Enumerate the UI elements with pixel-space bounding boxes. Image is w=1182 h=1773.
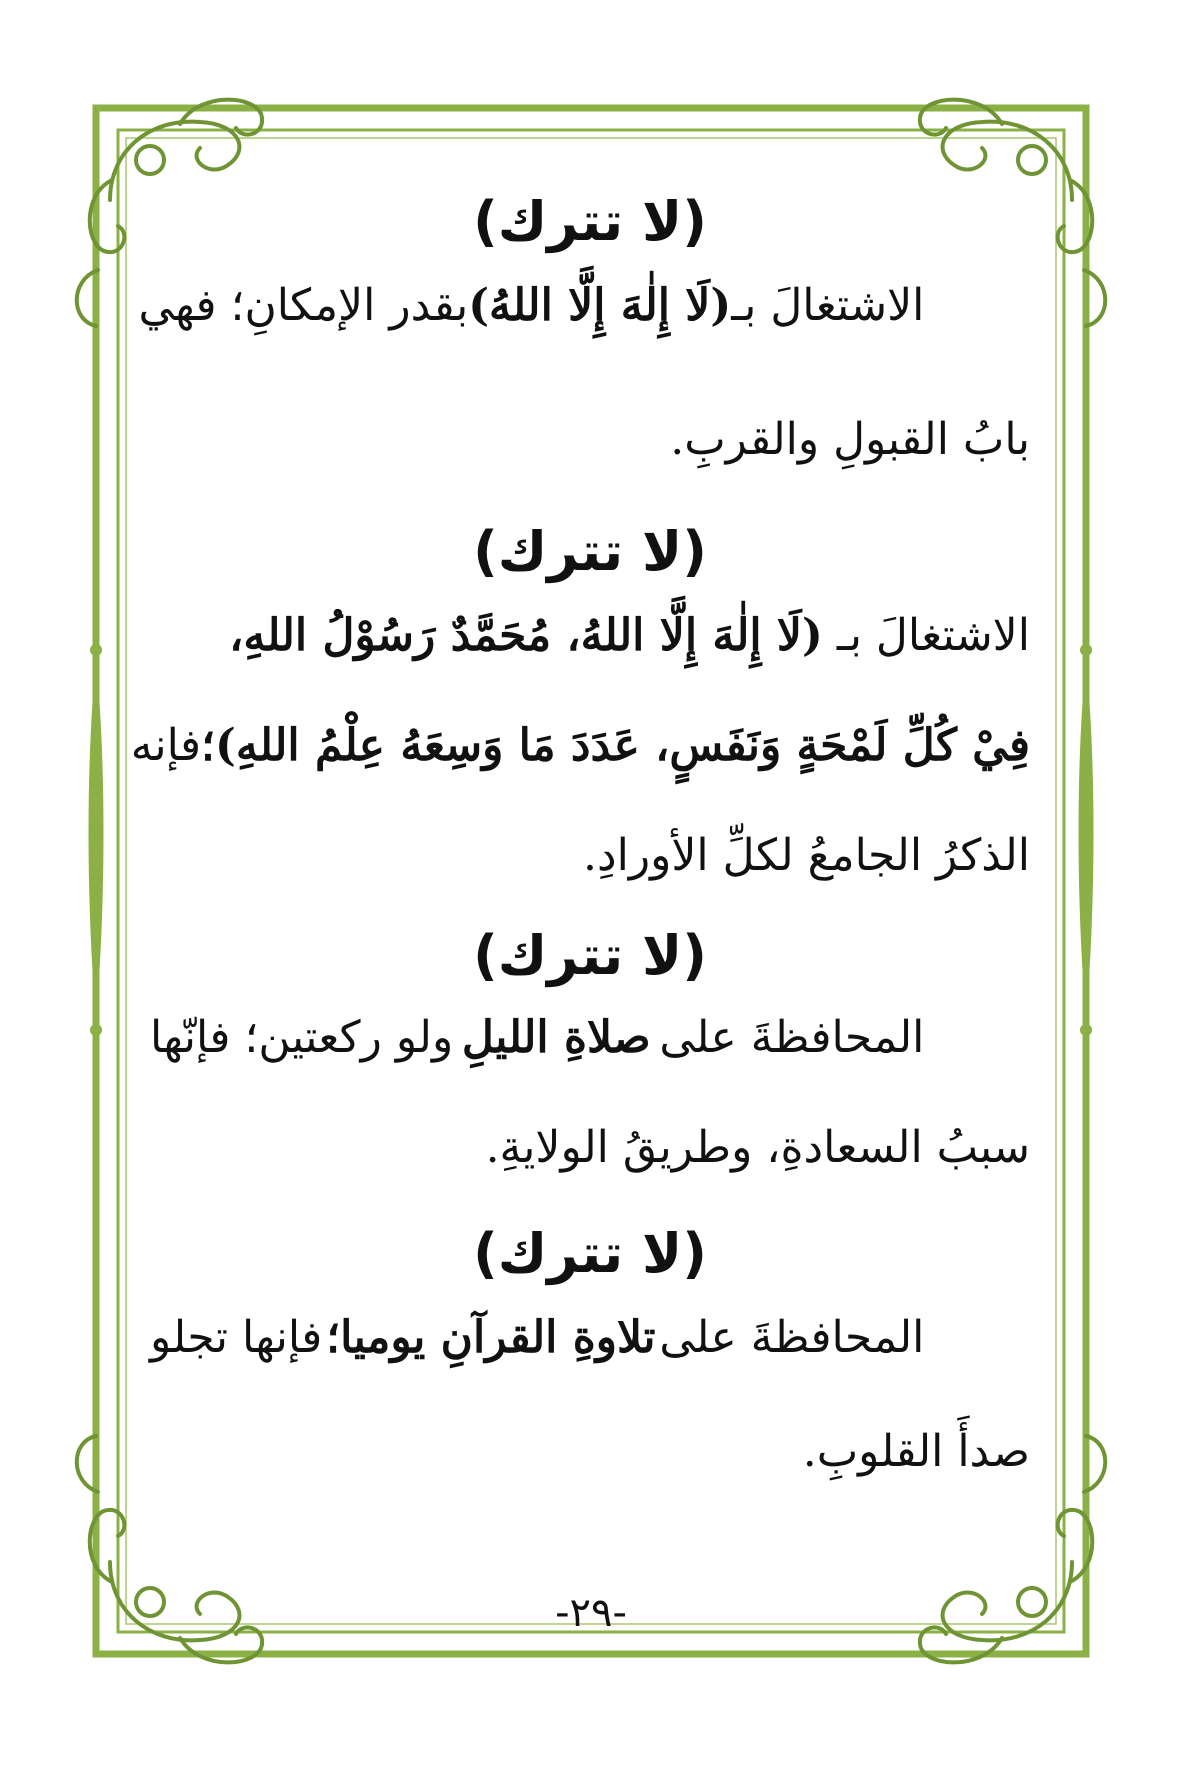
text-line [150,1422,1030,1482]
text-segment: الاشتغالَ بـ [836,610,1030,661]
text-segment: فإنه [130,720,202,771]
text-segment: سببُ السعادةِ، وطريقُ الولايةِ. [485,1122,1030,1173]
text-line [150,1308,924,1368]
section-heading: (لا تترك) [473,1222,707,1285]
text-line [138,276,925,336]
bold-phrase: (لَا إِلٰهَ إِلَّا اللهُ) [468,280,732,331]
text-line [150,410,1030,470]
bold-phrase: تلاوةِ القرآنِ يوميا؛ [326,1312,656,1363]
text-line [150,1008,924,1068]
text-line [150,606,1030,666]
text-segment: فإنها تجلو [150,1312,323,1363]
text-line [150,1118,1030,1178]
bold-phrase: (لَا إِلٰهَ إِلَّا اللهُ، مُحَمَّدٌ رَسُوْلُ اللهِ، [229,610,823,661]
bold-phrase: فِيْ كُلِّ لَمْحَةٍ وَنَفَسٍ، عَدَدَ مَا وَسِعَهُ عِلْمُ اللهِ)؛ [201,720,1030,771]
text-segment: بابُ القبولِ والقربِ. [670,414,1030,465]
page-content [130,188,1030,1648]
text-segment: صدأَ القلوبِ. [802,1426,1030,1477]
text-line [130,716,1030,776]
page-number: -٢٩- [555,1590,627,1636]
section-heading: (لا تترك) [473,520,707,583]
section-heading: (لا تترك) [473,924,707,987]
text-segment: بقدر الإمكانِ؛ فهي [138,280,469,331]
bold-phrase: صلاةِ الليلِ [461,1012,651,1063]
text-segment: ولو ركعتين؛ فإنّها [150,1012,454,1063]
section-heading: (لا تترك) [473,190,707,253]
text-segment: المحافظةَ على [659,1012,925,1063]
text-segment: الذكرُ الجامعُ لكلِّ الأورادِ. [583,830,1030,881]
text-segment: المحافظةَ على [659,1312,925,1363]
text-segment: الاشتغالَ بـ [731,280,925,331]
text-line [150,826,1030,886]
